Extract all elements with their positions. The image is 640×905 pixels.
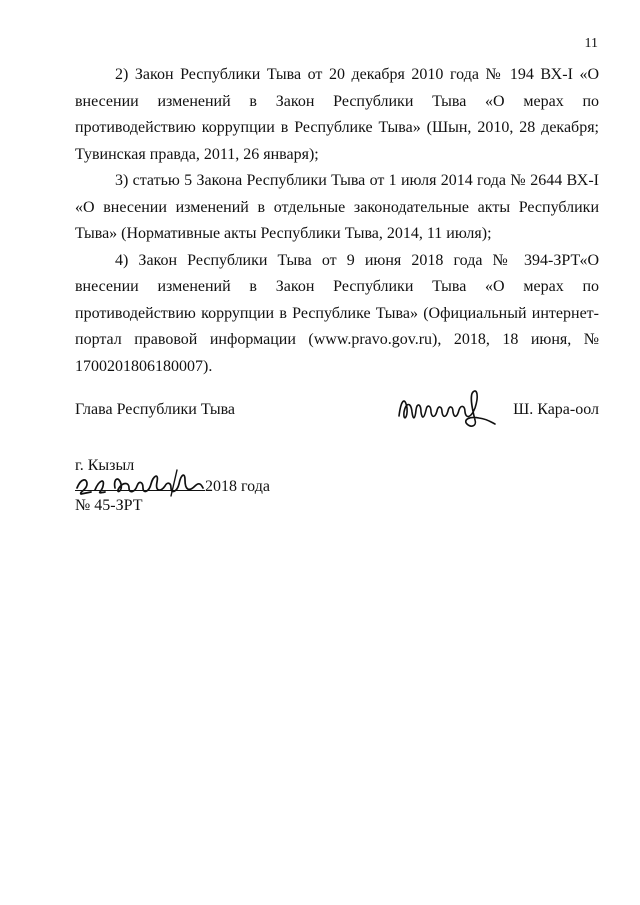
document-number xyxy=(75,496,270,516)
page-number: 11 xyxy=(584,36,598,51)
document-number-suffix: -ЗРТ xyxy=(110,497,143,514)
handwritten-signature xyxy=(395,386,505,434)
document-body xyxy=(75,62,599,380)
date-year: 2018 года xyxy=(205,478,270,495)
signature-block xyxy=(75,390,599,440)
document-number-prefix: № 45 xyxy=(75,497,111,514)
paragraph-item-2: 2) Закон Республики Тыва от 20 декабря 2010 года № 194 ВХ-I «О внесении изменений в Закон Республики Тыва «О мерах по противодействию коррупции в Республике Тыва» (Шын, 2010, 28 декабря; Тувинская правда, 2011, 26 января); xyxy=(75,66,599,163)
signing-date xyxy=(75,476,270,496)
signatory-title: Глава Республики Тыва xyxy=(75,401,236,418)
paragraph-item-3: 3) статью 5 Закона Республики Тыва от 1 июля 2014 года № 2644 ВХ-I «О внесении изменений в отдельные законодательные акты Республики Тыва» (Нормативные акты Республики Тыва, 2014, 11 июля); xyxy=(75,172,599,242)
paragraph-item-4: 4) Закон Республики Тыва от 9 июня 2018 года № 394-ЗРТ«О внесении изменений в Закон Республики Тыва «О мерах по противодействию коррупции в Республике Тыва» (Официальный интернет-портал правовой информации (www.pravo.gov.ru), 2018, 18 июня, № 1700201806180007). xyxy=(75,251,599,375)
place-of-signing: г. Кызыл xyxy=(75,457,135,474)
document-meta xyxy=(75,456,270,516)
signatory-name: Ш. Кара-оол xyxy=(513,401,599,418)
handwritten-date xyxy=(75,468,211,498)
